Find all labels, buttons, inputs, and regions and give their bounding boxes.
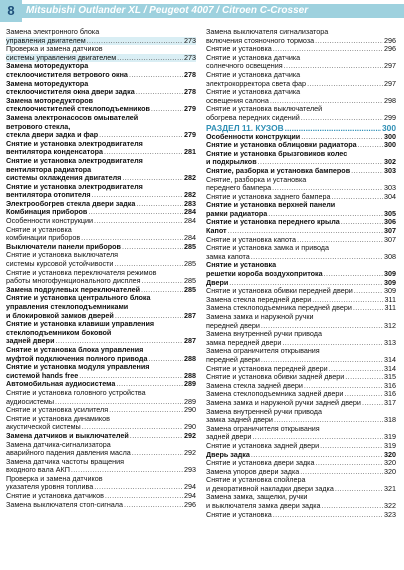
toc-page-number: 319 (384, 440, 396, 450)
toc-entry-title: Замена стеклоподъемника передней двери (206, 303, 352, 313)
toc-entry-title: Автомобильная аудиосистема (6, 379, 116, 389)
toc-entry-title: Снятие и установка заднего бампера (206, 191, 331, 201)
dot-leader (117, 54, 183, 63)
toc-entry-title: стеклоочистителей стеклоподъемников (6, 104, 150, 114)
toc-entry-title: Снятие и установка обивки задней двери (206, 372, 345, 382)
toc-page-number: 296 (384, 35, 396, 45)
toc-entry-heading: Снятие и установка датчика (206, 87, 301, 97)
toc-entry-heading: Снятие и установка блока управления (6, 344, 144, 354)
toc-page-number: 305 (384, 208, 396, 218)
toc-entry-title: и блокировкой замков дверей (6, 310, 114, 320)
toc-page-number: 287 (184, 336, 196, 346)
toc-page-number: 309 (384, 269, 396, 279)
toc-entry-heading: ветрового стекла, (6, 121, 71, 131)
toc-entry-title: и выключателя замка двери задка (206, 501, 321, 511)
toc-entry-heading: Замена выключателя сигнализатора (206, 27, 329, 36)
dot-leader (358, 141, 383, 150)
toc-page-number: 273 (184, 35, 196, 45)
toc-entry (206, 218, 396, 227)
toc-entry-title: солнечного освещения (206, 61, 283, 71)
toc-page-number: 289 (184, 396, 196, 406)
dot-leader (148, 355, 183, 364)
toc-page-number: 282 (184, 190, 196, 200)
toc-page-number: 316 (384, 389, 396, 399)
toc-page-number: 308 (384, 251, 396, 261)
toc-entry-heading: Снятие и установка спойлера (206, 475, 306, 485)
toc-entry-title: решетки короба воздухопритока (206, 269, 323, 279)
dot-leader (122, 243, 183, 252)
dot-leader (94, 217, 183, 226)
toc-page-number: 296 (384, 44, 396, 54)
toc-page-number: 285 (184, 276, 196, 286)
toc-entry-title: вентилятора отопителя (6, 190, 91, 200)
toc-page-number: 290 (184, 422, 196, 432)
dot-leader (300, 468, 383, 477)
dot-leader (273, 511, 383, 520)
toc-entry-title: указателя уровня топлива (6, 482, 94, 492)
toc-entry-heading: Снятие и установка датчика (206, 52, 301, 62)
toc-entry-title: стекла двери задка и фар (6, 130, 99, 140)
toc-entry-title: вентилятора конденсатора (6, 147, 103, 157)
toc-page-number: 307 (384, 226, 396, 236)
toc-page-number: 316 (384, 380, 396, 390)
page-number: 8 (0, 0, 22, 22)
dot-leader (320, 442, 383, 451)
toc-page-number: 290 (184, 405, 196, 415)
toc-entry-title: включения стояночного тормоза (206, 35, 315, 45)
dot-leader (88, 208, 183, 217)
toc-entry-title: РАЗДЕЛ 11. КУЗОВ (206, 122, 284, 133)
toc-entry-heading: Замена ограничителя открывания (206, 346, 320, 356)
toc-page-number: 279 (184, 104, 196, 114)
toc-entry-title: электрокорректора света фар (206, 78, 307, 88)
toc-entry (6, 501, 196, 510)
toc-entry-title: системы управления двигателем (6, 52, 117, 62)
page-header (0, 0, 404, 24)
toc-entry-title: Замена замка и наружной ручки задней двери (206, 397, 361, 407)
dot-leader (136, 200, 183, 209)
toc-entry-title: Замена выключателя стоп-сигнала (6, 499, 123, 509)
toc-entry-title: акустической системы (6, 422, 81, 432)
toc-entry-title: Замена стекла задней двери (206, 380, 303, 390)
toc-page-number: 273 (184, 52, 196, 62)
toc-page-number: 279 (184, 130, 196, 140)
toc-page-number: 294 (184, 491, 196, 501)
book-title: Mitsubishi Outlander XL / Peugeot 4007 / Citroen C-Crosser (26, 5, 309, 16)
toc-entry-heading: стеклоподъемником боковой (6, 327, 112, 337)
dot-leader (132, 449, 183, 458)
toc-entry-title: и подкрылков (206, 157, 257, 167)
toc-entry-title: передней двери (206, 320, 260, 330)
toc-entry-heading: Замена замка и наружной ручки (206, 312, 314, 321)
toc-page-number: 300 (384, 131, 396, 141)
toc-entry-title: комбинации приборов (6, 233, 81, 243)
toc-page-number: 309 (384, 277, 396, 287)
toc-entry-title: Капот (206, 226, 227, 236)
dot-leader (322, 502, 383, 511)
toc-entry-title: Снятие и установка (206, 44, 272, 54)
toc-entry-heading: Снятие и установка брызговиков колес (206, 148, 348, 158)
toc-page-number: 293 (184, 465, 196, 475)
toc-page-number: 323 (384, 509, 396, 519)
toc-page-number: 313 (384, 337, 396, 347)
toc-page-number: 287 (184, 310, 196, 320)
dot-leader (351, 167, 383, 176)
dot-leader (345, 373, 383, 382)
toc-entry-title: Снятие и установка двери задка (206, 458, 315, 468)
toc-entry-title: передней двери (206, 354, 260, 364)
toc-entry-title: аудиосистемы (6, 396, 54, 406)
toc-entry-title: Замена упоров двери задка (206, 466, 300, 476)
toc-page-number: 292 (184, 430, 196, 440)
toc-entry-title: Снятие, разборка и установка бамперов (206, 165, 351, 175)
toc-page-number: 314 (384, 363, 396, 373)
toc-page-number: 292 (184, 448, 196, 458)
toc-entry-heading: Замена ограничителя открывания (206, 423, 320, 433)
toc-entry-title: Двери (206, 277, 229, 287)
toc-entry-title: Электрообогрев стекла двери задка (6, 198, 136, 208)
toc-entry-title: управления двигателем (6, 35, 86, 45)
toc-page-number: 320 (384, 466, 396, 476)
toc-entry-title: Особенности конструкции (206, 131, 301, 141)
toc-entry-title: Замена датчиков и выключателей (6, 430, 129, 440)
toc-entry-heading: Замена датчика-сигнализатора (6, 439, 111, 449)
toc-entry-title: работы многофункционального дисплея (6, 276, 141, 286)
toc-page-number: 296 (184, 499, 196, 509)
toc-entry-heading: Замена датчика частоты вращения (6, 456, 124, 466)
dot-leader (335, 485, 383, 494)
toc-entry-heading: Снятие и установка электродвигателя (6, 181, 143, 191)
toc-page-number: 278 (184, 87, 196, 97)
dot-leader (151, 105, 183, 114)
toc-entry-heading: Замена внутренней ручки привода (206, 406, 322, 416)
toc-entry-title: Снятие и установка датчиков (6, 491, 104, 501)
toc-entry-heading: Замена моторедукторов (6, 95, 94, 105)
toc-entry-title: муфтой подключения полного привода (6, 353, 148, 363)
dot-leader (331, 193, 383, 202)
toc-page-number: 317 (384, 397, 396, 407)
toc-entry-heading: Замена электронного блока (6, 27, 100, 36)
toc-page-number: 320 (384, 449, 396, 459)
toc-page-number: 285 (184, 259, 196, 269)
toc-entry (206, 511, 396, 520)
toc-entry-heading: вентилятора радиатора (6, 164, 92, 174)
toc-page-number: 297 (384, 78, 396, 88)
toc-entry-title: Снятие и установка усилителя (6, 405, 109, 415)
toc-entry-title: стеклоочистителя ветрового окна (6, 69, 128, 79)
dot-leader (354, 287, 383, 296)
toc-page-number: 302 (384, 157, 396, 167)
toc-entry-heading: Проверка и замена датчиков (6, 473, 103, 483)
toc-entry-heading: Снятие и установка датчика (206, 69, 301, 79)
toc-entry-title: освещения салона (206, 95, 269, 105)
dot-leader (324, 270, 383, 279)
toc-entry-heading: Снятие и установка (6, 224, 72, 234)
toc-entry-heading: Замена моторедуктора (6, 78, 89, 88)
toc-page-number: 281 (184, 147, 196, 157)
toc-entry-title: замка капота (206, 251, 250, 261)
toc-page-number: 307 (384, 234, 396, 244)
toc-page-number: 300 (384, 140, 396, 150)
toc-entry-title: Снятие и установка облицовки радиатора (206, 140, 357, 150)
toc-page-number: 285 (184, 284, 196, 294)
toc-page-number: 303 (384, 165, 396, 175)
toc-entry-heading: Снятие и установка центрального блока (6, 293, 151, 303)
dot-leader (353, 304, 384, 313)
toc-entry-title: системы курсовой устойчивости (6, 259, 114, 269)
toc-entry-heading: Снятие и установка динамиков (6, 413, 110, 423)
toc-page-number: 300 (382, 122, 396, 133)
toc-page-number: 283 (184, 198, 196, 208)
toc-page-number: 288 (184, 353, 196, 363)
toc-entry-heading: Снятие и установка выключателя (6, 250, 119, 260)
toc-page-number: 284 (184, 216, 196, 226)
dot-leader (301, 114, 383, 123)
toc-entry-heading: Замена замка, защелки, ручки (206, 492, 308, 502)
toc-page-number: 311 (384, 303, 396, 313)
toc-column-left (6, 28, 196, 509)
toc-entry-title: Выключатели панели приборов (6, 241, 121, 251)
toc-page-number: 315 (384, 372, 396, 382)
toc-page-number: 312 (384, 320, 396, 330)
toc-page-number: 311 (384, 294, 396, 304)
dot-leader (142, 277, 183, 286)
toc-entry-heading: Снятие и установка (206, 260, 277, 270)
toc-entry-title: задней двери (206, 432, 252, 442)
toc-entry-title: Снятие и установка (206, 509, 272, 519)
toc-entry-heading: Замена электронасосов омывателей (6, 112, 139, 122)
toc-page-number: 285 (184, 241, 196, 251)
toc-entry-heading: Замена моторедуктора (6, 61, 89, 71)
dot-leader (130, 432, 183, 441)
toc-entry-title: входного вала АКП (6, 465, 70, 475)
toc-entry (206, 270, 396, 279)
toc-entry-heading: Снятие, разборка и установка (206, 174, 307, 184)
dot-leader (315, 37, 383, 46)
toc-page-number: 303 (384, 183, 396, 193)
toc-entry-title: системы охлаждения двигателя (6, 173, 122, 183)
dot-leader (341, 218, 383, 227)
toc-entry-heading: Снятие и установка электродвигателя (6, 155, 143, 165)
toc-entry-title: Особенности конструкции (6, 216, 94, 226)
toc-entry-title: задней двери (6, 336, 55, 346)
dot-leader (109, 406, 183, 415)
toc-entry-title: системой hands free (6, 370, 79, 380)
toc-column-right (206, 28, 396, 519)
toc-page-number: 321 (384, 483, 396, 493)
toc-entry-heading: Проверка и замена датчиков (6, 44, 103, 54)
toc-entry-heading: управления стеклоподъемниками (6, 302, 129, 311)
toc-page-number: 304 (384, 191, 396, 201)
toc-page-number: 306 (384, 217, 396, 227)
toc-entry-heading: Замена внутренней ручки привода (206, 329, 322, 339)
toc-page-number: 319 (384, 432, 396, 442)
toc-entry-title: Снятие и установка переднего крыла (206, 217, 340, 227)
dot-leader (124, 501, 183, 510)
dot-leader (129, 71, 183, 80)
toc-entry-heading: Снятие и установка электродвигателя (6, 138, 143, 148)
toc-page-number: 320 (384, 458, 396, 468)
toc-page-number: 322 (384, 501, 396, 511)
toc-entry-heading: Снятие и установка выключателей (206, 104, 323, 114)
toc-entry-title: Замена подрулевых переключателей (6, 284, 140, 294)
toc-page-number: 314 (384, 354, 396, 364)
toc-page-number: 289 (184, 379, 196, 389)
toc-entry-title: замка задней двери (206, 415, 273, 425)
toc-entry-title: замка передней двери (206, 337, 282, 347)
toc-entry-title: и декоративной накладки двери задка (206, 483, 334, 493)
toc-entry-heading: Снятие и установка переключателя режимов (6, 267, 157, 277)
dot-leader (94, 483, 183, 492)
toc-entry-title: переднего бампера (206, 183, 272, 193)
toc-entry-title: Снятие и установка передней двери (206, 363, 328, 373)
dot-leader (136, 88, 183, 97)
toc-entry-heading: Снятие и установка верхней панели (206, 200, 336, 210)
toc-entry-title: рамки радиатора (206, 208, 268, 218)
toc-entry-heading: Снятие и установка клавиши управления (6, 319, 155, 329)
toc-page-number: 284 (184, 207, 196, 217)
toc-entry-title: аварийного падения давления масла (6, 448, 131, 458)
dot-leader (307, 80, 383, 89)
toc-page-number: 298 (384, 95, 396, 105)
toc-entry-title: Снятие и установка капота (206, 234, 297, 244)
toc-page-number: 309 (384, 286, 396, 296)
toc-page-number: 288 (184, 370, 196, 380)
toc-entry-heading: Снятие и установка модуля управления (6, 362, 150, 372)
toc-entry-title: Замена стекла передней двери (206, 294, 312, 304)
dot-leader (316, 459, 384, 468)
toc-page-number: 278 (184, 69, 196, 79)
toc-page-number: 282 (184, 173, 196, 183)
toc-entry-heading: Снятие и установка замка и привода (206, 243, 329, 253)
toc-page-number: 284 (184, 233, 196, 243)
toc-entry-title: Комбинация приборов (6, 207, 88, 217)
toc-page-number: 294 (184, 482, 196, 492)
toc-page-number: 318 (384, 415, 396, 425)
toc-page-number: 297 (384, 61, 396, 71)
toc-entry-title: стеклоочистителя окна двери задка (6, 87, 135, 97)
toc-entry (206, 114, 396, 123)
toc-page-number: 299 (384, 112, 396, 122)
toc-entry-title: обогрева передних сидений (206, 112, 300, 122)
toc-entry-title: Замена стеклоподъемника задней двери (206, 389, 344, 399)
toc-entry-title: Снятие и установка задней двери (206, 440, 320, 450)
toc-entry-heading: Снятие и установка головного устройства (6, 387, 146, 397)
toc-entry-title: Снятие и установка обивки передней двери (206, 286, 353, 296)
dot-leader (362, 399, 383, 408)
toc-entry-title: Дверь задка (206, 449, 250, 459)
